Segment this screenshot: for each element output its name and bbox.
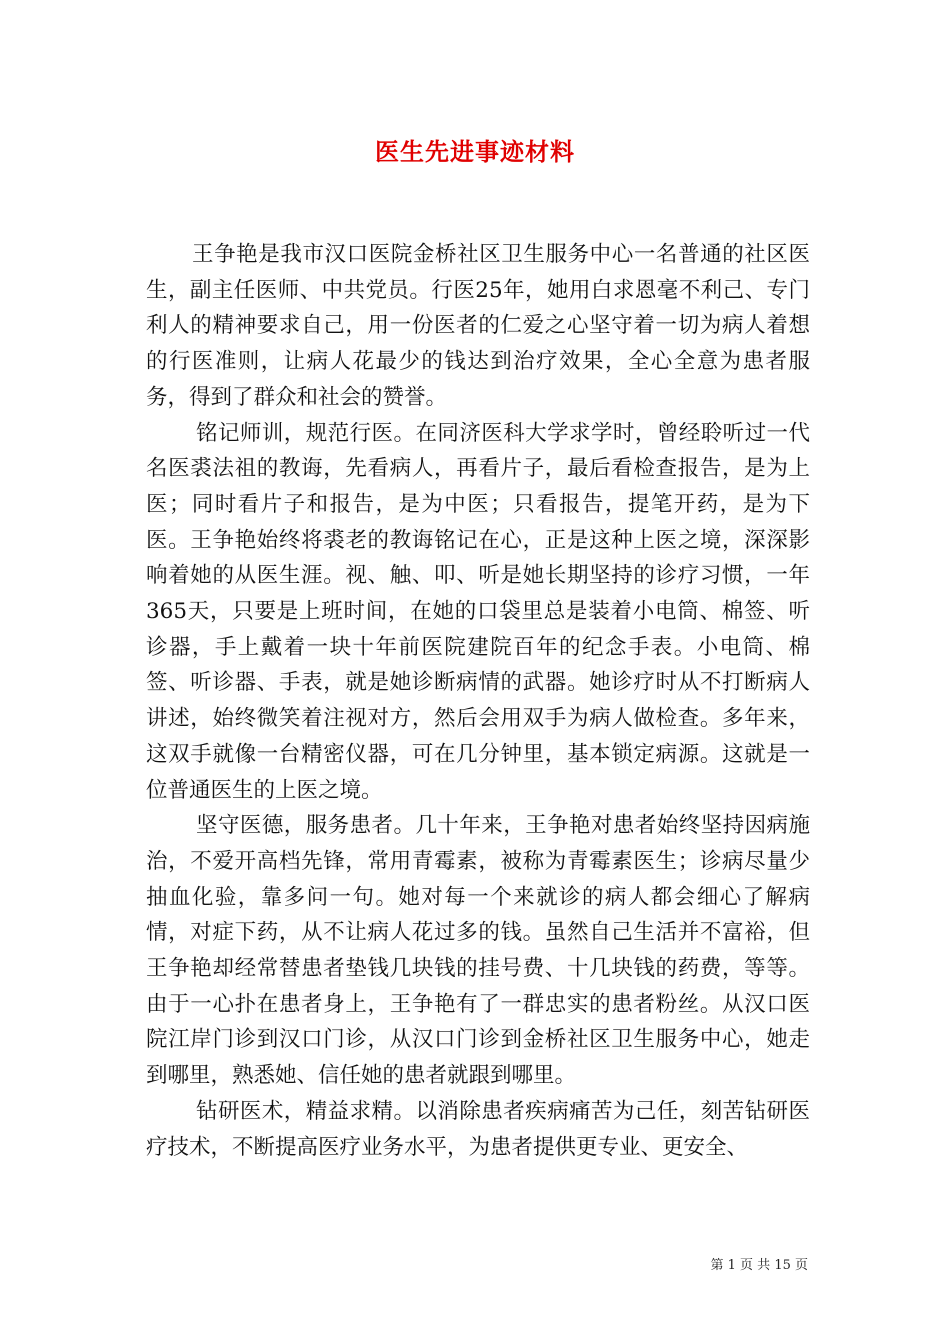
page-number-footer: 第 1 页 共 15 页 bbox=[710, 1258, 808, 1273]
paragraph-medical-ethics: 坚守医德，服务患者。几十年来，王争艳对患者始终坚持因病施治，不爱开高档先锋，常用青霉素，被称为青霉素医生；诊病尽量少抽血化验，靠多问一句。她对每一个来就诊的病人都会细心了解病情，对症下药，从不让病人花过多的钱。虽然自己生活并不富裕，但王争艳却经常替患者垫钱几块钱的挂号费、十几块钱的药费，等等。由于一心扑在患者身上，王争艳有了一群忠实的患者粉丝。从汉口医院江岸门诊到汉口门诊，从汉口门诊到金桥社区卫生服务中心，她走到哪里，熟悉她、信任她的患者就跟到哪里。 bbox=[146, 813, 810, 1089]
document-body bbox=[146, 237, 810, 1165]
paragraph-medical-skill: 钻研医术，精益求精。以消除患者疾病痛苦为己任，刻苦钻研医疗技术，不断提高医疗业务水平，为患者提供更专业、更安全、 bbox=[146, 1098, 810, 1160]
paragraph-intro: 王争艳是我市汉口医院金桥社区卫生服务中心一名普通的社区医生，副主任医师、中共党员。行医25年，她用白求恩毫不利己、专门利人的精神要求自己，用一份医者的仁爱之心坚守着一切为病人着想的行医准则，让病人花最少的钱达到治疗效果，全心全意为患者服务，得到了群众和社会的赞誉。 bbox=[146, 242, 810, 410]
paragraph-mentor-teaching: 铭记师训，规范行医。在同济医科大学求学时，曾经聆听过一代名医裘法祖的教诲，先看病人，再看片子，最后看检查报告，是为上医；同时看片子和报告，是为中医；只看报告，提笔开药，是为下医。王争艳始终将裘老的教诲铭记在心，正是这种上医之境，深深影响着她的从医生涯。视、触、叩、听是她长期坚持的诊疗习惯，一年365天，只要是上班时间，在她的口袋里总是装着小电筒、棉签、听诊器，手上戴着一块十年前医院建院百年的纪念手表。小电筒、棉签、听诊器、手表，就是她诊断病情的武器。她诊疗时从不打断病人讲述，始终微笑着注视对方，然后会用双手为病人做检查。多年来，这双手就像一台精密仪器，可在几分钟里，基本锁定病源。这就是一位普通医生的上医之境。 bbox=[146, 420, 810, 803]
document-title: 医生先进事迹材料 bbox=[375, 137, 575, 166]
